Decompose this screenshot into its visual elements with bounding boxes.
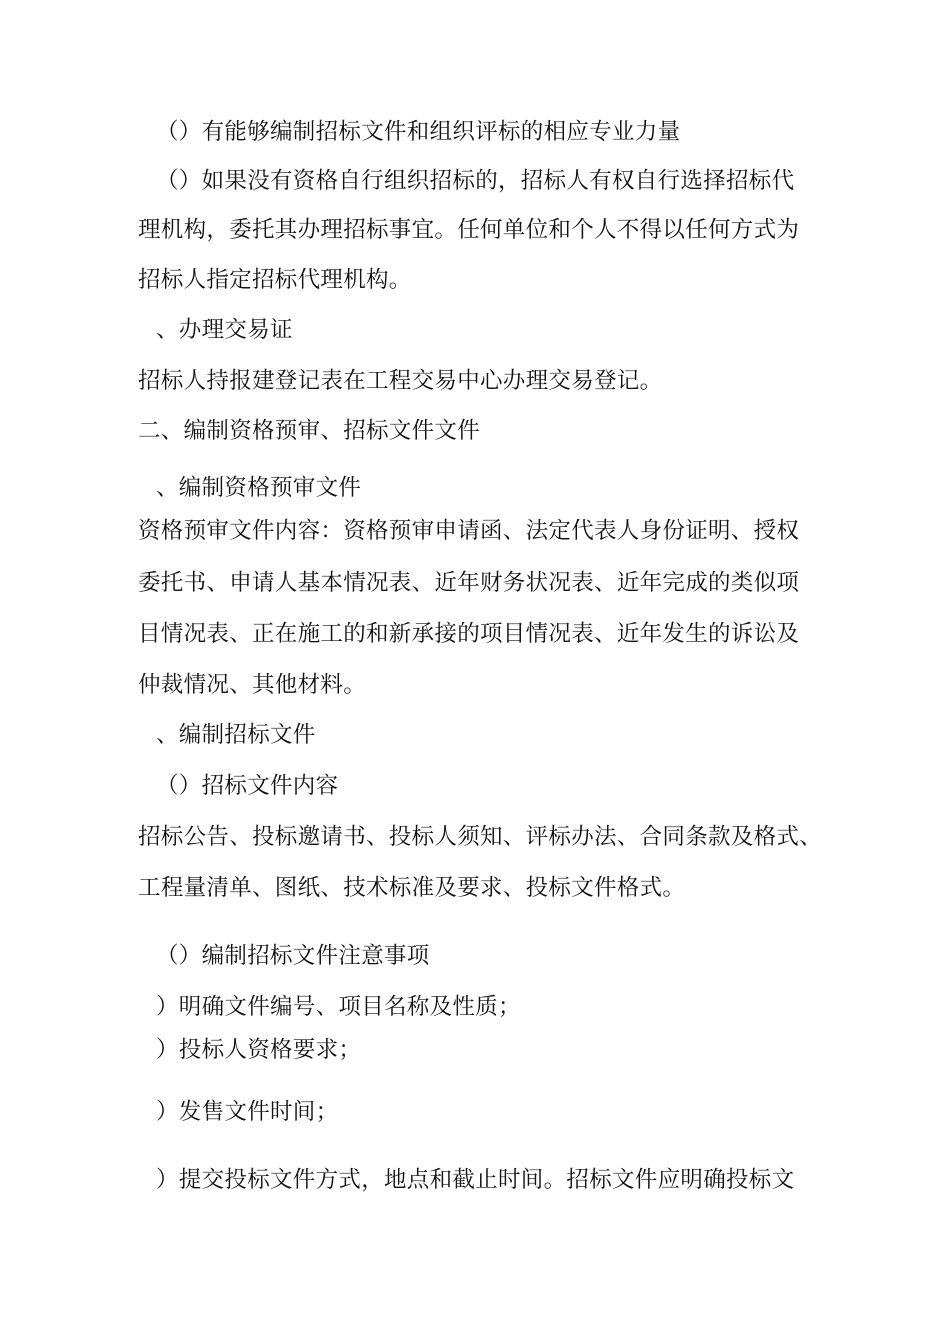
- list-item-4: ）提交投标文件方式，地点和截止时间。招标文件应明确投标文: [156, 1167, 795, 1193]
- section-heading-tender-docs: 、编制招标文件: [156, 722, 316, 748]
- text-line-6: 招标人持报建登记表在工程交易中心办理交易登记。: [138, 368, 663, 394]
- list-item-2: ）投标人资格要求；: [156, 1037, 362, 1063]
- text-line-16: 工程量清单、图纸、技术标准及要求、投标文件格式。: [138, 875, 686, 901]
- subheading-notes: （）编制招标文件注意事项: [156, 943, 430, 969]
- list-item-3: ）发售文件时间；: [156, 1099, 339, 1125]
- text-line-10: 委托书、申请人基本情况表、近年财务状况表、近年完成的类似项: [138, 570, 800, 596]
- chapter-heading-two: 二、编制资格预审、招标文件文件: [138, 418, 481, 444]
- text-line-3: 理机构，委托其办理招标事宜。任何单位和个人不得以任何方式为: [138, 217, 800, 243]
- text-line-11: 目情况表、正在施工的和新承接的项目情况表、近年发生的诉讼及: [138, 621, 800, 647]
- text-line-4: 招标人指定招标代理机构。: [138, 267, 412, 293]
- text-line-2: （）如果没有资格自行组织招标的，招标人有权自行选择招标代: [156, 168, 795, 194]
- section-heading-prequalification: 、编制资格预审文件: [156, 475, 362, 501]
- text-line-1: （）有能够编制招标文件和组织评标的相应专业力量: [156, 119, 681, 145]
- text-line-12: 仲裁情况、其他材料。: [138, 672, 367, 698]
- subheading-tender-content: （）招标文件内容: [156, 773, 339, 799]
- list-item-1: ）明确文件编号、项目名称及性质；: [156, 994, 521, 1020]
- section-heading-handle-certificate: 、办理交易证: [156, 317, 293, 343]
- text-line-15: 招标公告、投标邀请书、投标人须知、评标办法、合同条款及格式、: [138, 824, 823, 850]
- text-line-9: 资格预审文件内容：资格预审申请函、法定代表人身份证明、授权: [138, 518, 800, 544]
